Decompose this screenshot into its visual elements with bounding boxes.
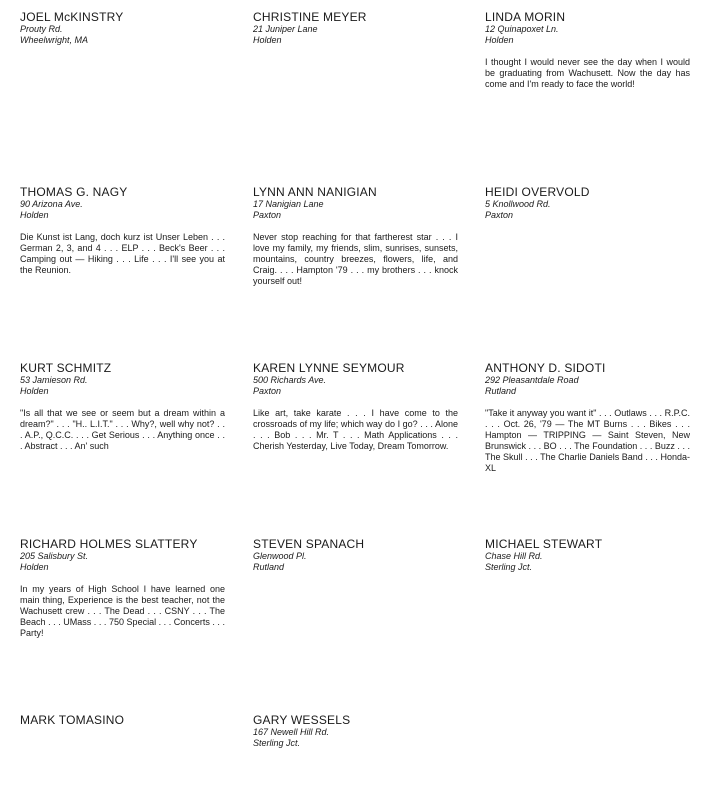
town: Holden: [253, 35, 282, 45]
town: Holden: [485, 35, 514, 45]
senior-entry: [253, 537, 458, 573]
senior-entry: [20, 537, 225, 639]
senior-entry: [485, 537, 690, 573]
street-address: Chase Hill Rd.: [485, 551, 543, 561]
senior-quote: "Take it anyway you want it" . . . Outlaws . . . R.P.C. . . . Oct. 26, '79 — The MT Burns . . . Bikes . . . Hampton — TRIPPING — Saint Steven, New Brunswick . . . BO . . . The Foundation . . . Buzz . . . The Skull . . . The Charlie Daniels Band . . . Honda-XL: [485, 408, 690, 473]
student-name: CHRISTINE MEYER: [253, 10, 367, 24]
town: Rutland: [485, 386, 517, 396]
street-address: 17 Nanigian Lane: [253, 199, 324, 209]
street-address: 5 Knollwood Rd.: [485, 199, 551, 209]
student-name: JOEL McKINSTRY: [20, 10, 124, 24]
senior-entry: [20, 713, 225, 727]
street-address: 53 Jamieson Rd.: [20, 375, 88, 385]
senior-entry: [20, 361, 225, 452]
street-address: 90 Arizona Ave.: [20, 199, 83, 209]
student-name: KAREN LYNNE SEYMOUR: [253, 361, 405, 375]
street-address: Prouty Rd.: [20, 24, 63, 34]
senior-quote: Never stop reaching for that fartherest star . . . I love my family, my friends, slim, sunrises, sunsets, mountains, country breezes, flowers, life, and Craig. . . . Hampton '79 . . . my brothers . . . knock yourself out!: [253, 232, 458, 286]
student-name: MARK TOMASINO: [20, 713, 125, 727]
senior-entry: [485, 10, 690, 90]
street-address: 21 Juniper Lane: [253, 24, 318, 34]
town: Holden: [20, 386, 49, 396]
senior-quote: I thought I would never see the day when I would be graduating from Wachusett. Now the day has come and I'm ready to face the world!: [485, 57, 690, 89]
student-name: KURT SCHMITZ: [20, 361, 112, 375]
senior-entry: [253, 185, 458, 287]
town: Sterling Jct.: [253, 738, 301, 748]
town: Holden: [20, 562, 49, 572]
senior-entry: [20, 10, 225, 46]
student-name: THOMAS G. NAGY: [20, 185, 128, 199]
town: Sterling Jct.: [485, 562, 533, 572]
senior-entry: [253, 713, 458, 749]
street-address: 292 Pleasantdale Road: [485, 375, 579, 385]
town: Paxton: [485, 210, 514, 220]
senior-entry: [253, 10, 458, 46]
town: Wheelwright, MA: [20, 35, 89, 45]
town: Rutland: [253, 562, 285, 572]
student-name: ANTHONY D. SIDOTI: [485, 361, 606, 375]
senior-entry: [485, 185, 690, 221]
student-name: LYNN ANN NANIGIAN: [253, 185, 377, 199]
street-address: 12 Quinapoxet Ln.: [485, 24, 559, 34]
street-address: 500 Richards Ave.: [253, 375, 327, 385]
student-name: MICHAEL STEWART: [485, 537, 603, 551]
town: Holden: [20, 210, 49, 220]
street-address: 205 Salisbury St.: [20, 551, 89, 561]
senior-quote: Die Kunst ist Lang, doch kurz ist Unser Leben . . . German 2, 3, and 4 . . . ELP . . . Beck's Beer . . . Camping out — Hiking . . . Life . . . I'll see you at the Reunion.: [20, 232, 225, 275]
town: Paxton: [253, 386, 282, 396]
senior-quote: In my years of High School I have learned one main thing, Experience is the best teacher, not the Wachusett crew . . . The Dead . . . CSNY . . . The Beach . . . UMass . . . 750 Special . . . Concerts . . . Party!: [20, 584, 225, 638]
senior-entry: [485, 361, 690, 474]
student-name: HEIDI OVERVOLD: [485, 185, 590, 199]
street-address: Glenwood Pl.: [253, 551, 307, 561]
student-name: GARY WESSELS: [253, 713, 351, 727]
senior-quote: "Is all that we see or seem but a dream within a dream?" . . . "H.. L.I.T." . . . Why?, well why not? . . . A.P., Q.C.C. . . . Get Serious . . . Anything once . . . Abstract . . . An' such: [20, 408, 225, 451]
street-address: 167 Newell Hill Rd.: [253, 727, 330, 737]
student-name: STEVEN SPANACH: [253, 537, 365, 551]
senior-quote: Like art, take karate . . . I have come to the crossroads of my life; which way do I go? . . . Alone . . . Bob . . . Mr. T . . . Math Applications . . . Cherish Yesterday, Live Today, Dream Tomorrow.: [253, 408, 458, 451]
town: Paxton: [253, 210, 282, 220]
senior-entry: [253, 361, 458, 452]
student-name: RICHARD HOLMES SLATTERY: [20, 537, 198, 551]
senior-entry: [20, 185, 225, 276]
student-name: LINDA MORIN: [485, 10, 566, 24]
